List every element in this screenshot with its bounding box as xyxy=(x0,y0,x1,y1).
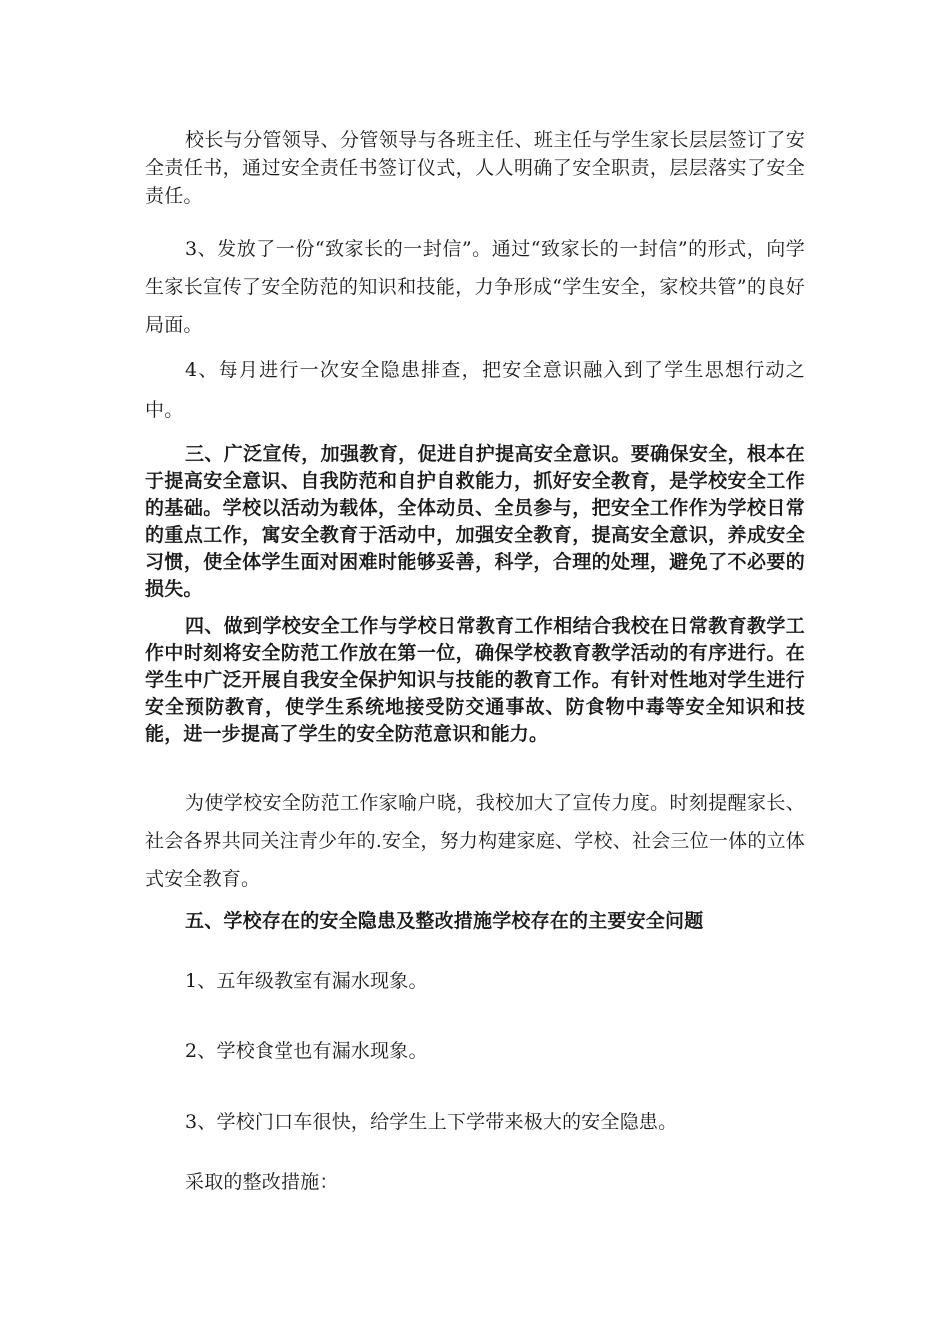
paragraph-section-three: 三、广泛宣传，加强教育，促进自护提高安全意识。要确保安全，根本在于提高安全意识、自我防范和自护自救能力，抓好安全教育，是学校安全工作的基础。学校以活动为载体，全体动员、全员参与，把安全工作作为学校日常的重点工作，寓安全教育于活动中，加强安全教育，提高安全意识，养成安全习惯，使全体学生面对困难时能够妥善，科学，合理的处理，避免了不必要的损失。 xyxy=(145,443,805,600)
paragraph-publicity: 为使学校安全防范工作家喻户晓，我校加大了宣传力度。时刻提醒家长、社会各界共同关注青少年的.安全，努力构建家庭、学校、社会三位一体的立体式安全教育。 xyxy=(145,792,805,890)
list-item-issue-3: 3、学校门口车很快，给学生上下学带来极大的安全隐患。 xyxy=(185,1111,678,1133)
paragraph-monthly-inspection: 4、每月进行一次安全隐患排查，把安全意识融入到了学生思想行动之中。 xyxy=(145,359,805,421)
paragraph-corrective-measures: 采取的整改措施： xyxy=(185,1171,339,1193)
heading-section-five: 五、学校存在的安全隐患及整改措施学校存在的主要安全问题 xyxy=(185,910,704,932)
list-item-issue-2: 2、学校食堂也有漏水现象。 xyxy=(185,1040,428,1062)
paragraph-safety-responsibility: 校长与分管领导、分管领导与各班主任、班主任与学生家长层层签订了安全责任书，通过安全责任书签订仪式，人人明确了安全职责，层层落实了安全责任。 xyxy=(145,129,805,207)
paragraph-section-four: 四、做到学校安全工作与学校日常教育工作相结合我校在日常教育教学工作中时刻将安全防范工作放在第一位，确保学校教育教学活动的有序进行。在学生中广泛开展自我安全保护知识与技能的教育工作。有针对性地对学生进行安全预防教育，使学生系统地接受防交通事故、防食物中毒等安全知识和技能，进一步提高了学生的安全防范意识和能力。 xyxy=(145,615,805,745)
paragraph-parent-letter: 3、发放了一份“致家长的一封信”。通过“致家长的一封信”的形式，向学生家长宣传了安全防范的知识和技能，力争形成“学生安全，家校共管”的良好局面。 xyxy=(145,238,805,336)
list-item-issue-1: 1、五年级教室有漏水现象。 xyxy=(185,970,428,992)
